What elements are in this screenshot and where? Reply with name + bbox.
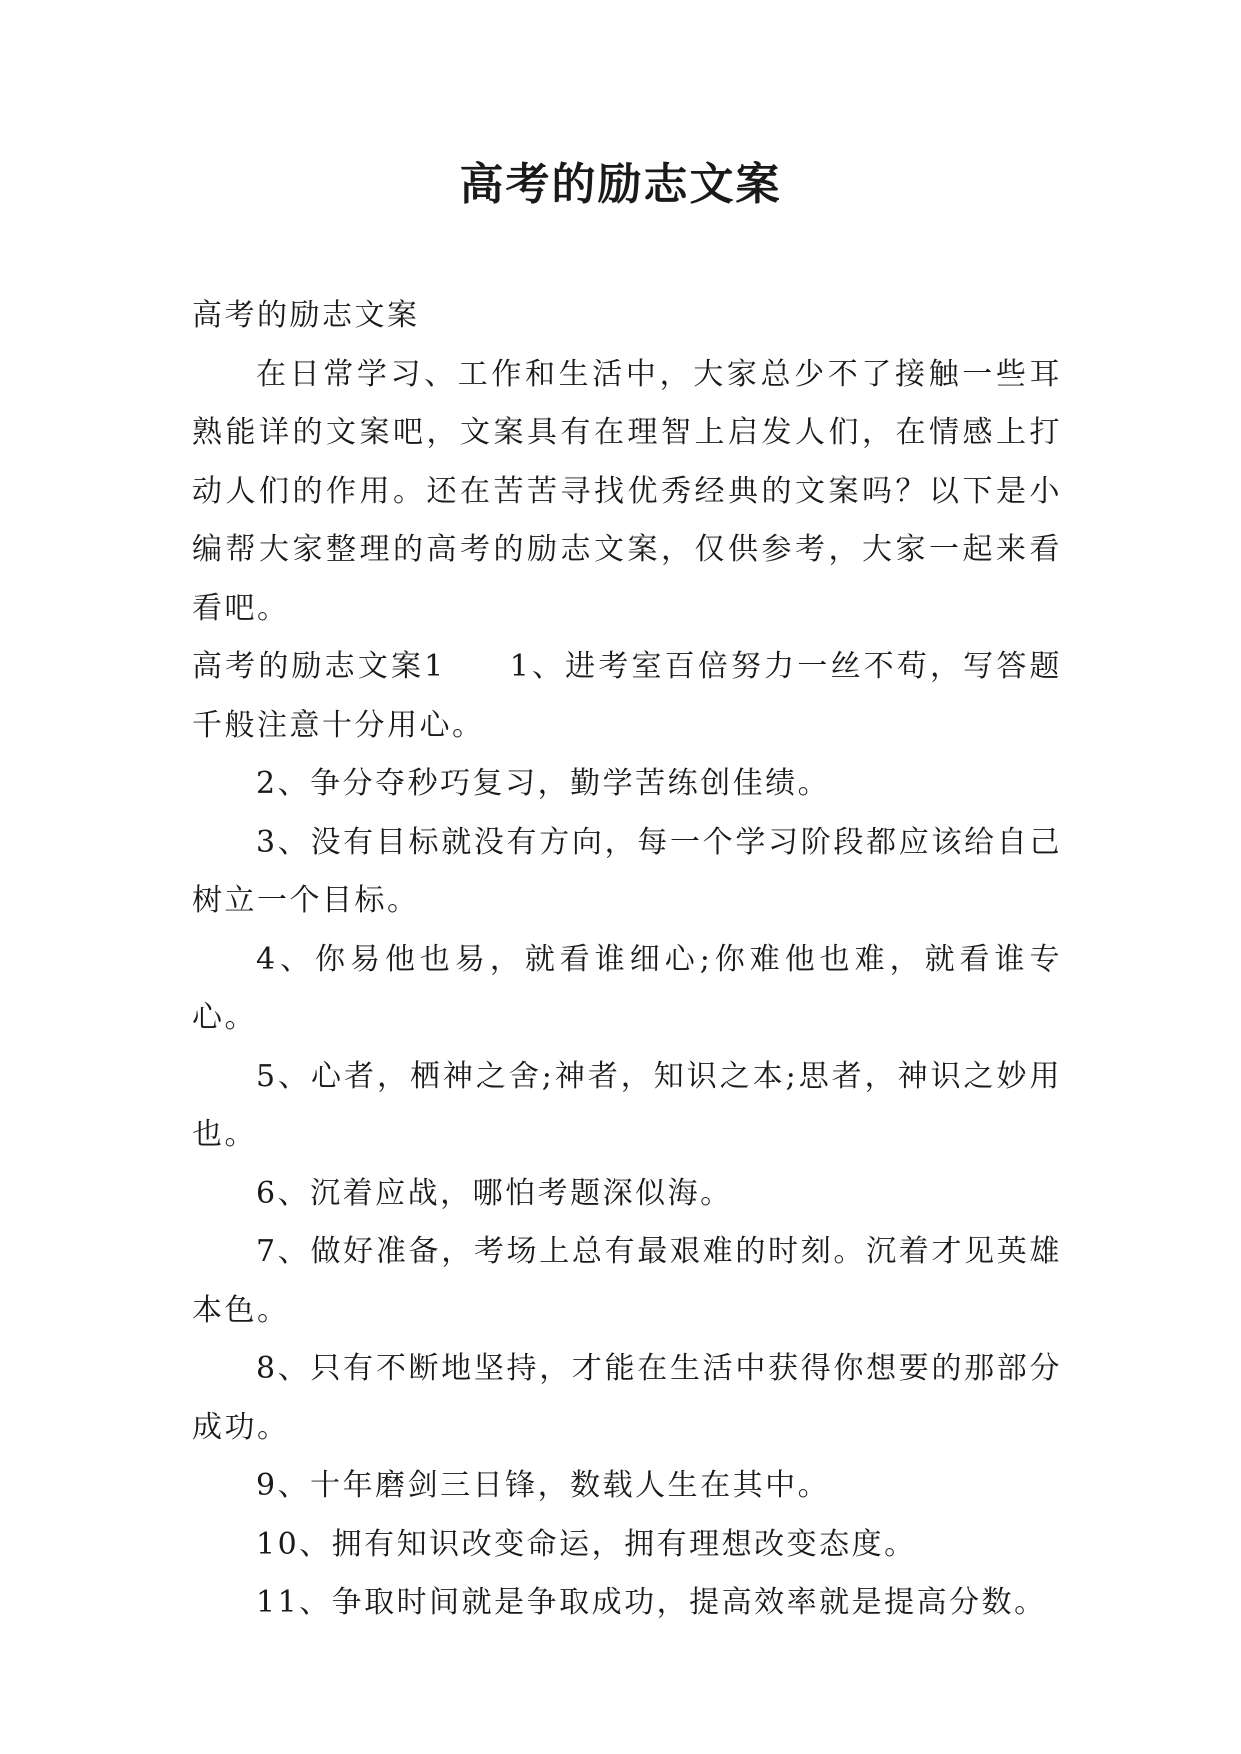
list-item: 5、心者，栖神之舍;神者，知识之本;思者，神识之妙用也。 [192,1058,1062,1152]
intro-paragraph: 在日常学习、工作和生活中，大家总少不了接触一些耳熟能详的文案吧，文案具有在理智上启发人们，在情感上打动人们的作用。还在苦苦寻找优秀经典的文案吗？以下是小编帮大家整理的高考的励志文案，仅供参考，大家一起来看看吧。 [192,356,1062,626]
list-item: 3、没有目标就没有方向，每一个学习阶段都应该给自己树立一个目标。 [192,824,1062,918]
list-item: 11、争取时间就是争取成功，提高效率就是提高分数。 [256,1585,1047,1620]
list-item: 7、做好准备，考场上总有最艰难的时刻。沉着才见英雄本色。 [192,1234,1062,1328]
list-item: 9、十年磨剑三日锋，数载人生在其中。 [256,1468,831,1503]
document-body [192,287,1062,1633]
list-item: 2、争分夺秒巧复习，勤学苦练创佳绩。 [256,766,831,801]
document-title: 高考的励志文案 [459,159,782,210]
list-item: 4、你易他也易，就看谁细心;你难他也难，就看谁专心。 [192,941,1062,1035]
document-subtitle: 高考的励志文案 [192,298,420,333]
list-item: 10、拥有知识改变命运，拥有理想改变态度。 [256,1526,917,1562]
section-heading: 高考的励志文案1 [192,649,446,684]
section-first-line [192,638,1062,755]
list-item: 1、进考室百倍努力一丝不苟，写答题千般注意十分用心。 [192,649,1062,743]
list-item: 6、沉着应战，哪怕考题深似海。 [256,1175,733,1211]
list-item: 8、只有不断地坚持，才能在生活中获得你想要的那部分成功。 [192,1351,1062,1445]
